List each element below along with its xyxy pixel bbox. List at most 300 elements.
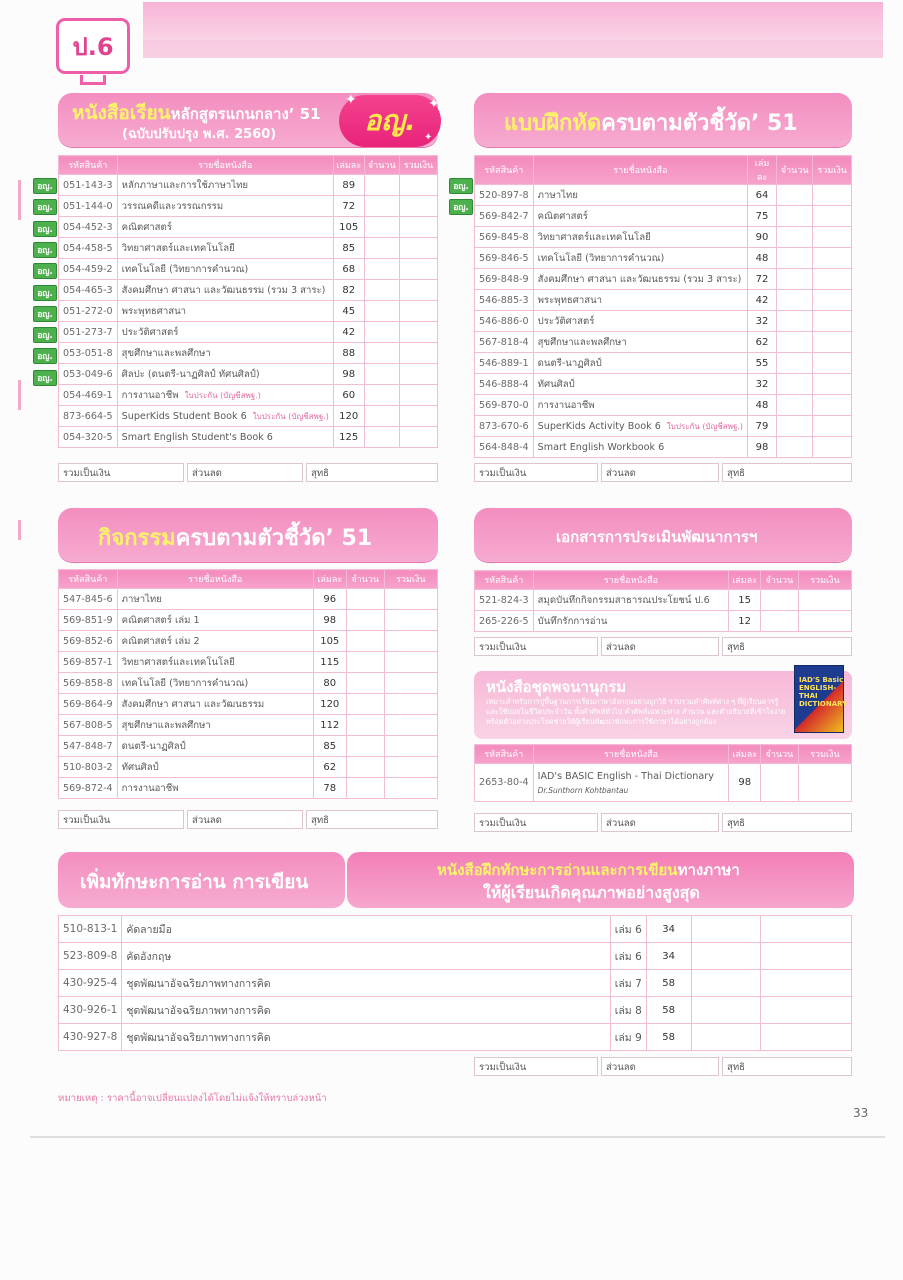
english-program-badge-icon: อญ.: [33, 199, 57, 215]
discount-field[interactable]: ส่วนลด: [601, 637, 719, 656]
book-title-text: เทคโนโลยี (วิทยาการคำนวณ): [121, 677, 249, 689]
book-volume: เล่ม 9: [610, 1024, 646, 1051]
unit-price: 88: [333, 343, 364, 364]
unit-price: 62: [748, 332, 777, 353]
unit-price: 55: [748, 353, 777, 374]
unit-price: 62: [313, 757, 346, 778]
book-title: [117, 778, 313, 799]
book-title-text: เทคโนโลยี (วิทยาการคำนวณ): [121, 263, 249, 275]
book-title-text: สมุดบันทึกกิจกรรมสาธารณประโยชน์ ป.6: [537, 594, 710, 606]
total-cell[interactable]: [384, 589, 437, 610]
total-cell[interactable]: [798, 764, 851, 802]
book-title: [117, 427, 333, 448]
total-cell[interactable]: [399, 301, 437, 322]
textbooks-subtitle: (ฉบับปรับปรุง พ.ศ. 2560): [122, 127, 277, 142]
table-row: [59, 694, 438, 715]
product-code: 567-808-5: [59, 715, 118, 736]
quantity-cell[interactable]: [777, 248, 813, 269]
table-row: [475, 764, 852, 802]
book-title-text: ภาษาไทย: [121, 593, 162, 605]
textbooks-title-highlight: หนังสือเรียน: [72, 102, 171, 124]
product-code: 053-049-6: [59, 364, 118, 385]
sparkle-icon: ✦: [428, 96, 440, 112]
table-row: [59, 970, 852, 997]
product-code: 569-848-9: [475, 269, 534, 290]
assessment-banner: [474, 508, 852, 562]
unit-price: 120: [313, 694, 346, 715]
product-code: 2653-80-4: [475, 764, 534, 802]
book-title-text: พระพุทธศาสนา: [121, 305, 187, 317]
total-cell[interactable]: [399, 322, 437, 343]
edge-mark: [18, 520, 21, 540]
unit-price: 115: [313, 652, 346, 673]
total-cell[interactable]: [399, 217, 437, 238]
unit-price: 72: [748, 269, 777, 290]
workbooks-title-highlight: แบบฝึกหัด: [504, 111, 602, 136]
quantity-cell[interactable]: [364, 280, 399, 301]
book-title-text: ประวัติศาสตร์: [121, 326, 179, 338]
dictionary-cover-image: [794, 665, 848, 733]
book-title: [117, 301, 333, 322]
book-title-text: ประวัติศาสตร์: [537, 315, 595, 327]
quantity-cell[interactable]: [346, 757, 384, 778]
quantity-cell[interactable]: [346, 652, 384, 673]
quantity-cell[interactable]: [777, 437, 813, 458]
activities-totals: [58, 810, 438, 829]
quantity-cell[interactable]: [346, 736, 384, 757]
book-title-text: ดนตรี-นาฏศิลป์: [121, 740, 186, 752]
table-row: [475, 227, 852, 248]
quantity-cell[interactable]: [691, 1024, 760, 1051]
book-title: [533, 206, 747, 227]
product-code: 054-465-3: [59, 280, 118, 301]
net-field[interactable]: สุทธิ: [722, 813, 852, 832]
total-cell[interactable]: [384, 610, 437, 631]
book-title: [117, 217, 333, 238]
book-title: [117, 385, 333, 406]
product-code: 051-143-3: [59, 175, 118, 196]
product-code: 567-818-4: [475, 332, 534, 353]
quantity-cell[interactable]: [760, 611, 798, 632]
quantity-cell[interactable]: [364, 175, 399, 196]
unit-price: 85: [313, 736, 346, 757]
total-cell[interactable]: [813, 395, 852, 416]
book-title: [117, 610, 313, 631]
total-cell[interactable]: [813, 332, 852, 353]
product-code: 523-809-8: [59, 943, 122, 970]
quantity-cell[interactable]: [777, 185, 813, 206]
assessment-title: เอกสารการประเมินพัฒนาการฯ: [556, 528, 758, 546]
product-code: 520-897-8: [475, 185, 534, 206]
product-code: 546-888-4: [475, 374, 534, 395]
edge-mark: [18, 180, 21, 220]
table-row: [59, 301, 438, 322]
net-field[interactable]: สุทธิ: [722, 463, 852, 482]
book-title: [117, 631, 313, 652]
net-field[interactable]: สุทธิ: [722, 637, 852, 656]
unit-price: 120: [333, 406, 364, 427]
book-title-text: พระพุทธศาสนา: [537, 294, 603, 306]
book-title-text: หลักภาษาและการใช้ภาษาไทย: [121, 179, 249, 191]
table-row: [475, 269, 852, 290]
book-title-text: IAD's BASIC English - Thai Dictionary: [537, 770, 714, 782]
product-code: 546-886-0: [475, 311, 534, 332]
unit-price: 98: [748, 437, 777, 458]
quantity-cell[interactable]: [691, 916, 760, 943]
reading-right-highlight: หนังสือฝึกทักษะการอ่านและการเขียน: [437, 861, 678, 879]
quantity-cell[interactable]: [364, 301, 399, 322]
quantity-cell[interactable]: [346, 673, 384, 694]
discount-field[interactable]: ส่วนลด: [187, 463, 303, 482]
total-cell[interactable]: [399, 427, 437, 448]
unit-price: 90: [748, 227, 777, 248]
total-cell[interactable]: [813, 248, 852, 269]
quantity-cell[interactable]: [364, 385, 399, 406]
book-volume: เล่ม 8: [610, 997, 646, 1024]
quantity-cell[interactable]: [777, 269, 813, 290]
quantity-cell[interactable]: [777, 311, 813, 332]
quantity-cell[interactable]: [346, 778, 384, 799]
total-cell[interactable]: [813, 374, 852, 395]
quantity-cell[interactable]: [777, 374, 813, 395]
reading-banner-right: [347, 852, 854, 908]
total-cell[interactable]: [760, 1024, 851, 1051]
book-title-text: สังคมศึกษา ศาสนา และวัฒนธรรม: [121, 698, 265, 710]
table-row: [59, 217, 438, 238]
product-code: 054-320-5: [59, 427, 118, 448]
net-field[interactable]: สุทธิ: [306, 810, 438, 829]
book-volume: เล่ม 7: [610, 970, 646, 997]
total-cell[interactable]: [813, 269, 852, 290]
book-title: [533, 185, 747, 206]
book-title: ชุดพัฒนาอัจฉริยภาพทางการคิด: [122, 970, 610, 997]
product-code: 510-803-2: [59, 757, 118, 778]
table-row: [475, 590, 852, 611]
english-program-badge-icon: อญ.: [33, 348, 57, 364]
book-title: [117, 343, 333, 364]
table-row: [59, 916, 852, 943]
book-title: [117, 196, 333, 217]
monitor-stand-icon: [80, 75, 106, 85]
english-program-badge-icon: อญ.: [33, 370, 57, 386]
product-code: 564-848-4: [475, 437, 534, 458]
table-row: [59, 736, 438, 757]
total-cell[interactable]: [760, 943, 851, 970]
product-code: 430-925-4: [59, 970, 122, 997]
quantity-cell[interactable]: [364, 427, 399, 448]
total-cell[interactable]: [384, 694, 437, 715]
table-row: [475, 395, 852, 416]
table-row: [475, 437, 852, 458]
book-title-text: วิทยาศาสตร์และเทคโนโลยี: [121, 242, 235, 254]
header-band-stripe: [143, 40, 883, 58]
total-cell[interactable]: [813, 353, 852, 374]
total-cell[interactable]: [384, 736, 437, 757]
quantity-cell[interactable]: [691, 970, 760, 997]
book-title-text: ทัศนศิลป์: [537, 378, 575, 390]
total-cell[interactable]: [399, 175, 437, 196]
col-header-code: รหัสสินค้า: [475, 745, 534, 764]
sum-field[interactable]: รวมเป็นเงิน: [58, 810, 184, 829]
total-cell[interactable]: [399, 280, 437, 301]
product-code: 054-459-2: [59, 259, 118, 280]
product-code: 546-889-1: [475, 353, 534, 374]
product-code: 430-927-8: [59, 1024, 122, 1051]
quantity-cell[interactable]: [777, 206, 813, 227]
reading-banner-left: [58, 852, 345, 908]
table-row: [59, 238, 438, 259]
col-header-code: รหัสสินค้า: [59, 570, 118, 589]
table-row: [475, 290, 852, 311]
quantity-cell[interactable]: [364, 364, 399, 385]
quantity-cell[interactable]: [364, 406, 399, 427]
reading-right-subtitle: ให้ผู้เรียนเกิดคุณภาพอย่างสูงสุด: [483, 883, 700, 902]
product-code: 569-842-7: [475, 206, 534, 227]
table-row: [475, 374, 852, 395]
book-title-text: คณิตศาสตร์: [537, 210, 588, 222]
table-row: [475, 311, 852, 332]
unit-price: 12: [729, 611, 761, 632]
unit-price: 58: [646, 997, 691, 1024]
col-header-qty: จำนวน: [761, 745, 799, 764]
total-cell[interactable]: [399, 385, 437, 406]
unit-price: 105: [313, 631, 346, 652]
product-code: 053-051-8: [59, 343, 118, 364]
total-cell[interactable]: [384, 778, 437, 799]
table-row: [59, 757, 438, 778]
quantity-cell[interactable]: [777, 395, 813, 416]
sum-field[interactable]: รวมเป็นเงิน: [58, 463, 184, 482]
book-title-text: คณิตศาสตร์ เล่ม 2: [121, 635, 200, 647]
table-row: [475, 185, 852, 206]
product-code: 569-851-9: [59, 610, 118, 631]
book-title-text: SuperKids Activity Book 6: [537, 420, 661, 432]
book-title-text: การงานอาชีพ: [537, 399, 595, 411]
total-cell[interactable]: [813, 185, 852, 206]
english-program-badge-icon: อญ.: [33, 178, 57, 194]
quantity-cell[interactable]: [364, 259, 399, 280]
book-title: [117, 589, 313, 610]
unit-price: 98: [313, 610, 346, 631]
total-cell[interactable]: [798, 611, 851, 632]
dictionary-title: หนังสือชุดพจนานุกรม: [486, 678, 627, 696]
quantity-cell[interactable]: [691, 943, 760, 970]
page-number: 33: [853, 1106, 869, 1120]
unit-price: 58: [646, 1024, 691, 1051]
quantity-cell[interactable]: [346, 715, 384, 736]
total-cell[interactable]: [760, 970, 851, 997]
activities-title: ครบตามตัวชี้วัด’ 51: [175, 526, 373, 551]
total-cell[interactable]: [384, 631, 437, 652]
activities-banner: [58, 508, 438, 562]
book-note: ใบประกัน (บัญชีสพฐ.): [252, 411, 329, 421]
unit-price: 32: [748, 311, 777, 332]
english-program-badge-icon: อญ.: [33, 306, 57, 322]
unit-price: 78: [313, 778, 346, 799]
book-title-text: ดนตรี-นาฏศิลป์: [537, 357, 602, 369]
total-cell[interactable]: [813, 290, 852, 311]
col-header-qty: จำนวน: [346, 570, 384, 589]
quantity-cell[interactable]: [364, 343, 399, 364]
table-row: [475, 353, 852, 374]
product-code: 521-824-3: [475, 590, 534, 611]
unit-price: 85: [333, 238, 364, 259]
unit-price: 64: [748, 185, 777, 206]
dictionary-banner: [474, 671, 852, 739]
english-program-badge: อญ.: [339, 95, 441, 147]
table-row: [475, 332, 852, 353]
discount-field[interactable]: ส่วนลด: [601, 463, 719, 482]
book-volume: เล่ม 6: [610, 943, 646, 970]
product-code: 546-885-3: [475, 290, 534, 311]
product-code: 569-852-6: [59, 631, 118, 652]
total-cell[interactable]: [813, 311, 852, 332]
table-row: [59, 631, 438, 652]
book-title: [533, 353, 747, 374]
table-row: [59, 343, 438, 364]
total-cell[interactable]: [813, 206, 852, 227]
product-code: 054-469-1: [59, 385, 118, 406]
sum-field[interactable]: รวมเป็นเงิน: [474, 463, 598, 482]
quantity-cell[interactable]: [777, 416, 813, 437]
book-title-text: สุขศึกษาและพลศึกษา: [537, 336, 627, 348]
total-cell[interactable]: [813, 437, 852, 458]
total-cell[interactable]: [384, 673, 437, 694]
discount-field[interactable]: ส่วนลด: [601, 813, 719, 832]
total-cell[interactable]: [760, 916, 851, 943]
unit-price: 75: [748, 206, 777, 227]
col-header-vol: เล่มละ: [729, 745, 761, 764]
workbooks-banner: [474, 93, 852, 147]
total-cell[interactable]: [813, 227, 852, 248]
sum-field[interactable]: รวมเป็นเงิน: [474, 813, 598, 832]
textbooks-table: [58, 155, 438, 448]
total-cell[interactable]: [399, 238, 437, 259]
bottom-divider: [30, 1136, 885, 1138]
col-header-code: รหัสสินค้า: [475, 571, 534, 590]
unit-price: 48: [748, 248, 777, 269]
total-cell[interactable]: [399, 406, 437, 427]
quantity-cell[interactable]: [364, 238, 399, 259]
total-cell[interactable]: [399, 259, 437, 280]
book-title: [533, 332, 747, 353]
table-row: [59, 322, 438, 343]
product-code: 430-926-1: [59, 997, 122, 1024]
table-row: [59, 997, 852, 1024]
table-row: [59, 1024, 852, 1051]
col-header-total: รวมเงิน: [384, 570, 437, 589]
col-header-total: รวมเงิน: [798, 571, 851, 590]
total-cell[interactable]: [760, 997, 851, 1024]
textbooks-totals: [58, 463, 438, 482]
net-field[interactable]: สุทธิ: [306, 463, 438, 482]
book-title: [117, 364, 333, 385]
book-note: ใบประกัน (บัญชีสพฐ.): [184, 390, 261, 400]
col-header-total: รวมเงิน: [399, 156, 437, 175]
book-title: [117, 175, 333, 196]
quantity-cell[interactable]: [364, 322, 399, 343]
product-code: 051-273-7: [59, 322, 118, 343]
quantity-cell[interactable]: [777, 290, 813, 311]
unit-price: 105: [333, 217, 364, 238]
sum-field[interactable]: รวมเป็นเงิน: [474, 637, 598, 656]
dictionary-description: เหมาะสำหรับการปูพื้นฐานการเรียนภาษาอังกฤษอย่างถูกวิธี รวบรวมคำศัพท์ต่าง ๆ ที่ผู้เรียนควรรู้และใช้บ่อยในชีวิตประจำวัน ทั้งคำศัพท์ทั่วไป คำศัพท์เฉพาะทาง สำนวน และคำอธิบายที่เข้าใจง่าย พร้อมตัวอย่างประโยคช่วยให้ผู้เรียนพัฒนาทักษะการใช้ภาษาได้อย่างถูกต้อง: [486, 697, 786, 726]
discount-field[interactable]: ส่วนลด: [601, 1057, 719, 1076]
quantity-cell[interactable]: [777, 353, 813, 374]
english-program-badge-icon: อญ.: [449, 199, 473, 215]
quantity-cell[interactable]: [364, 196, 399, 217]
book-title-text: การงานอาชีพ: [121, 782, 179, 794]
total-cell[interactable]: [399, 364, 437, 385]
total-cell[interactable]: [384, 652, 437, 673]
quantity-cell[interactable]: [761, 764, 799, 802]
quantity-cell[interactable]: [777, 227, 813, 248]
table-row: [59, 652, 438, 673]
book-title: [117, 757, 313, 778]
product-code: 265-226-5: [475, 611, 534, 632]
book-title: [533, 437, 747, 458]
product-code: 051-272-0: [59, 301, 118, 322]
book-note: ใบประกัน (บัญชีสพฐ.): [666, 421, 744, 431]
quantity-cell[interactable]: [691, 997, 760, 1024]
book-title-text: วรรณคดีและวรรณกรรม: [121, 200, 224, 212]
table-row: [59, 259, 438, 280]
product-code: 054-458-5: [59, 238, 118, 259]
col-header-qty: จำนวน: [760, 571, 798, 590]
quantity-cell[interactable]: [346, 589, 384, 610]
product-code: 569-864-9: [59, 694, 118, 715]
quantity-cell[interactable]: [364, 217, 399, 238]
quantity-cell[interactable]: [346, 694, 384, 715]
total-cell[interactable]: [798, 590, 851, 611]
col-header-name: รายชื่อหนังสือ: [533, 156, 747, 185]
book-title: [533, 227, 747, 248]
net-field[interactable]: สุทธิ: [722, 1057, 852, 1076]
quantity-cell[interactable]: [346, 610, 384, 631]
table-row: [59, 385, 438, 406]
quantity-cell[interactable]: [760, 590, 798, 611]
total-cell[interactable]: [384, 757, 437, 778]
unit-price: 79: [748, 416, 777, 437]
sum-field[interactable]: รวมเป็นเงิน: [474, 1057, 598, 1076]
table-row: [475, 248, 852, 269]
unit-price: 42: [333, 322, 364, 343]
book-title-text: วิทยาศาสตร์และเทคโนโลยี: [121, 656, 235, 668]
textbooks-title: หลักสูตรแกนกลาง’ 51: [170, 105, 321, 123]
reading-totals: [474, 1057, 852, 1076]
quantity-cell[interactable]: [346, 631, 384, 652]
discount-field[interactable]: ส่วนลด: [187, 810, 303, 829]
table-row: [475, 206, 852, 227]
dictionary-cover-text: IAD'S Basic ENGLISH-THAI DICTIONARY: [799, 676, 848, 708]
unit-price: 15: [729, 590, 761, 611]
book-title: [117, 652, 313, 673]
unit-price: 34: [646, 943, 691, 970]
total-cell[interactable]: [399, 343, 437, 364]
col-header-name: รายชื่อหนังสือ: [117, 156, 333, 175]
table-row: [59, 175, 438, 196]
book-title: [533, 374, 747, 395]
unit-price: 80: [313, 673, 346, 694]
product-code: 510-813-1: [59, 916, 122, 943]
book-title: [533, 764, 729, 802]
unit-price: 42: [748, 290, 777, 311]
quantity-cell[interactable]: [777, 332, 813, 353]
total-cell[interactable]: [813, 416, 852, 437]
activities-title-highlight: กิจกรรม: [98, 526, 176, 551]
total-cell[interactable]: [399, 196, 437, 217]
total-cell[interactable]: [384, 715, 437, 736]
